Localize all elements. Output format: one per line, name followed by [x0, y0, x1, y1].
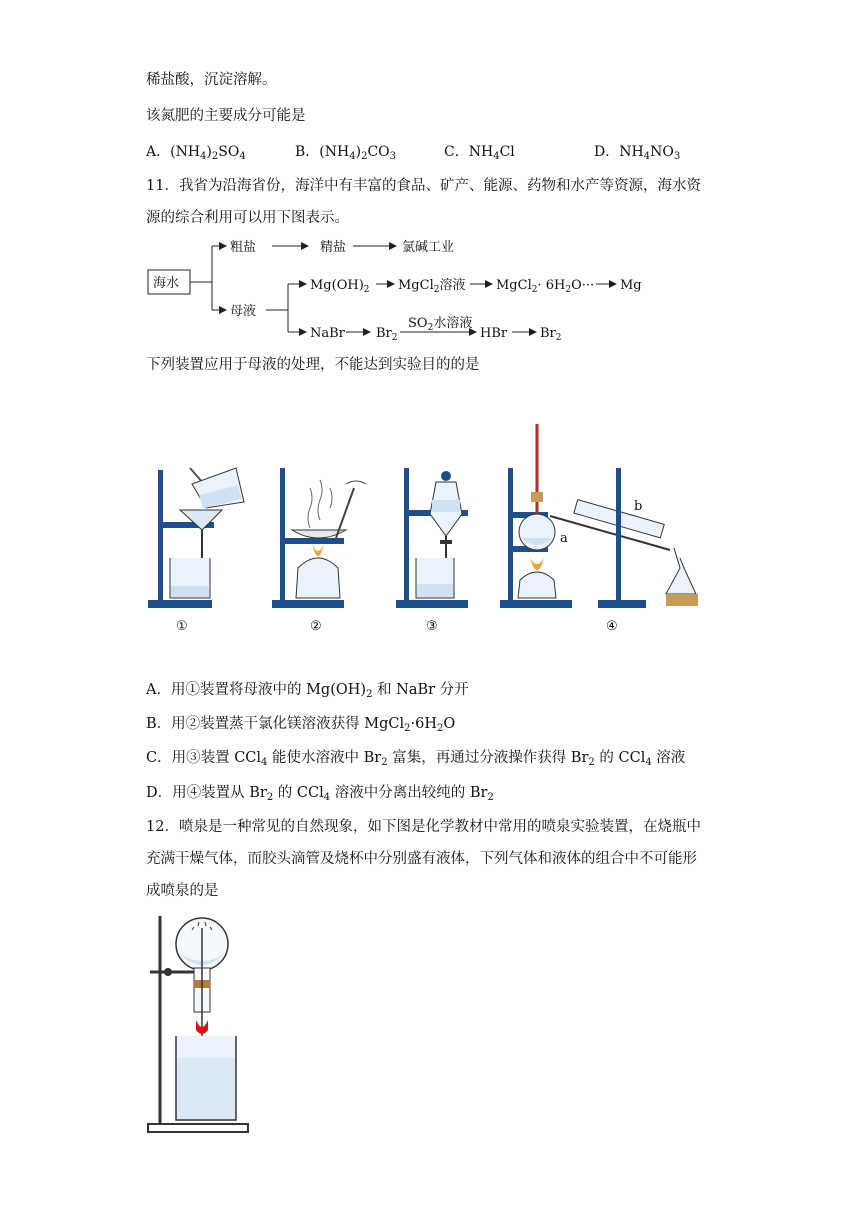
apparatus-1-filtration: [148, 468, 244, 608]
flow-mg: Mg: [620, 278, 642, 293]
flow-nabr: NaBr: [310, 326, 345, 341]
apparatus-3-separatory-funnel: [396, 468, 468, 608]
apparatus-number-3: ③: [426, 619, 438, 634]
apparatus-2-evaporation: [272, 468, 366, 608]
q11-question: 下列装置应用于母液的处理，不能达到实验目的的是: [146, 357, 480, 373]
q10-option-a[interactable]: A．$(NH_4)_2SO_4$: [146, 144, 246, 162]
q10-option-c[interactable]: C．$NH_4Cl$: [444, 144, 515, 162]
q11-stem-line1: 11．我省为沿海省份，海洋中有丰富的食品、矿产、能源、药物和水产等资源，海水资: [146, 178, 701, 194]
q12-stem-line1: 12．喷泉是一种常见的自然现象，如下图是化学教材中常用的喷泉实验装置，在烧瓶中: [146, 819, 701, 835]
apparatus-number-2: ②: [310, 619, 322, 634]
flow-seawater: 海水: [153, 276, 180, 291]
flow-so2-label: $SO_2$水溶液: [408, 316, 473, 333]
fountain-apparatus-figure: [140, 908, 260, 1140]
q11-option-c[interactable]: C．用③装置 CCl$_4$ 能使水溶液中 $Br_2$ 富集，再通过分液操作获得 $Br_2$ 的 CCl$_4$ 溶液: [146, 750, 686, 768]
q11-option-b[interactable]: B．用②装置蒸干氯化镁溶液获得 $MgCl_2\cdot 6H_2O$: [146, 716, 456, 734]
apparatus-number-1: ①: [176, 619, 188, 634]
flow-chlor-alkali: 氯碱工业: [402, 240, 455, 255]
q10-question: 该氮肥的主要成分可能是: [146, 108, 306, 124]
flow-br2-final: $Br_2$: [540, 326, 562, 343]
flow-br2: $Br_2$: [376, 326, 398, 343]
q11-option-d[interactable]: D．用④装置从 $Br_2$ 的 CCl$_4$ 溶液中分离出较纯的 $Br_2$: [146, 785, 494, 803]
q12-stem-line2: 充满干燥气体，而胶头滴管及烧杯中分别盛有液体，下列气体和液体的组合中不可能形: [146, 851, 697, 867]
q11-stem-line2: 源的综合利用可以用下图表示。: [146, 210, 349, 226]
flow-mgcl2-solution: MgCl$_2$溶液: [398, 278, 466, 295]
apparatus-4-distillation: [500, 424, 698, 608]
q10-option-d[interactable]: D．$NH_4NO_3$: [594, 144, 681, 162]
q12-stem-line3: 成喷泉的是: [146, 883, 219, 899]
q10-option-b[interactable]: B．$(NH_4)_2CO_3$: [295, 144, 397, 162]
apparatus-4-label-b: b: [634, 499, 643, 514]
flow-mgoh2: $Mg(OH)_2$: [310, 278, 370, 295]
apparatus-4-label-a: a: [560, 531, 568, 546]
apparatus-figure: [140, 418, 730, 638]
flow-crude-salt: 粗盐: [230, 240, 257, 255]
flow-mother-liquor: 母液: [230, 304, 257, 319]
q10-tail-text: 稀盐酸，沉淀溶解。: [146, 72, 277, 88]
flow-refined-salt: 精盐: [320, 240, 347, 255]
apparatus-number-4: ④: [606, 619, 618, 634]
q11-option-a[interactable]: A．用①装置将母液中的 $Mg(OH)_2$ 和 NaBr 分开: [146, 682, 469, 700]
flow-mgcl2-hydrate: MgCl$_2$· $6H_2O\cdot\cdot\cdot$: [496, 278, 595, 295]
seawater-flow-diagram: [140, 232, 660, 348]
flow-hbr: HBr: [480, 326, 508, 341]
